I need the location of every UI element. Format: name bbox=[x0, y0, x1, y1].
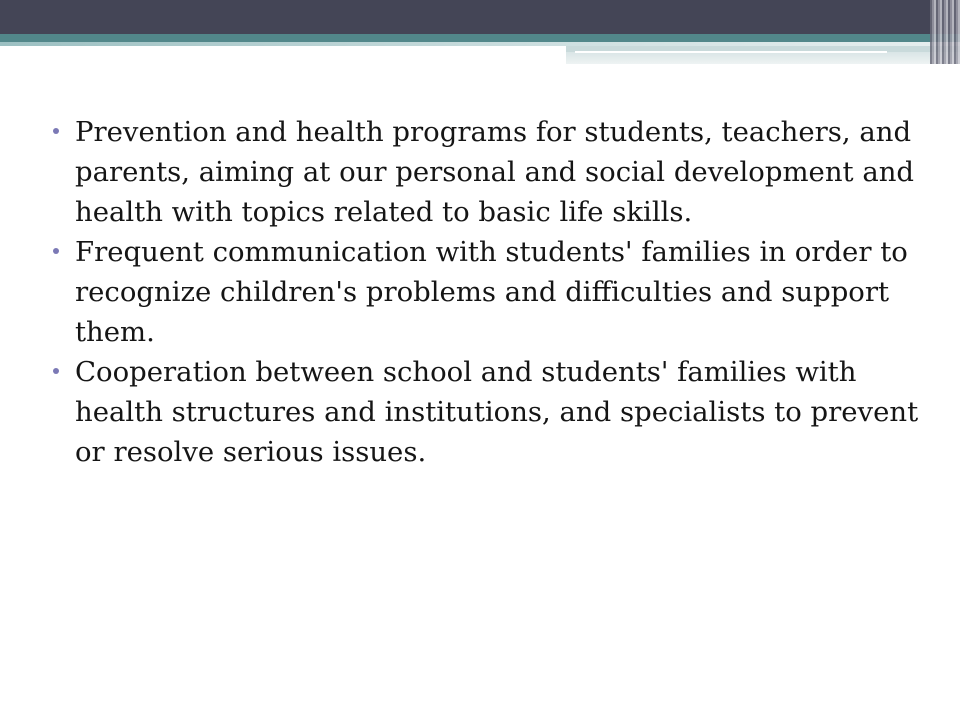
bullet-text: Frequent communication with students' families in order to recognize children's problems and difficulties and support them. bbox=[75, 236, 908, 348]
bullet-text: Prevention and health programs for students, teachers, and parents, aiming at our personal and social development and health with topics related to basic life skills. bbox=[75, 116, 915, 228]
bullet-dot-icon bbox=[53, 248, 59, 254]
bullet-list bbox=[40, 112, 930, 472]
bullet-item bbox=[40, 232, 930, 352]
bullet-dot-icon bbox=[53, 368, 59, 374]
header-teal-bar bbox=[0, 34, 960, 42]
header-stripes-decoration bbox=[930, 0, 960, 64]
slide-header-band bbox=[0, 0, 960, 70]
slide-content bbox=[40, 112, 930, 472]
bullet-text: Cooperation between school and students' families with health structures and institutions, and specialists to prevent or resolve serious issues. bbox=[75, 356, 919, 468]
bullet-dot-icon bbox=[53, 128, 59, 134]
header-white-line bbox=[575, 51, 887, 53]
bullet-item bbox=[40, 352, 930, 472]
header-dark-bar bbox=[0, 0, 960, 34]
header-light-fade bbox=[566, 52, 960, 64]
bullet-item bbox=[40, 112, 930, 232]
